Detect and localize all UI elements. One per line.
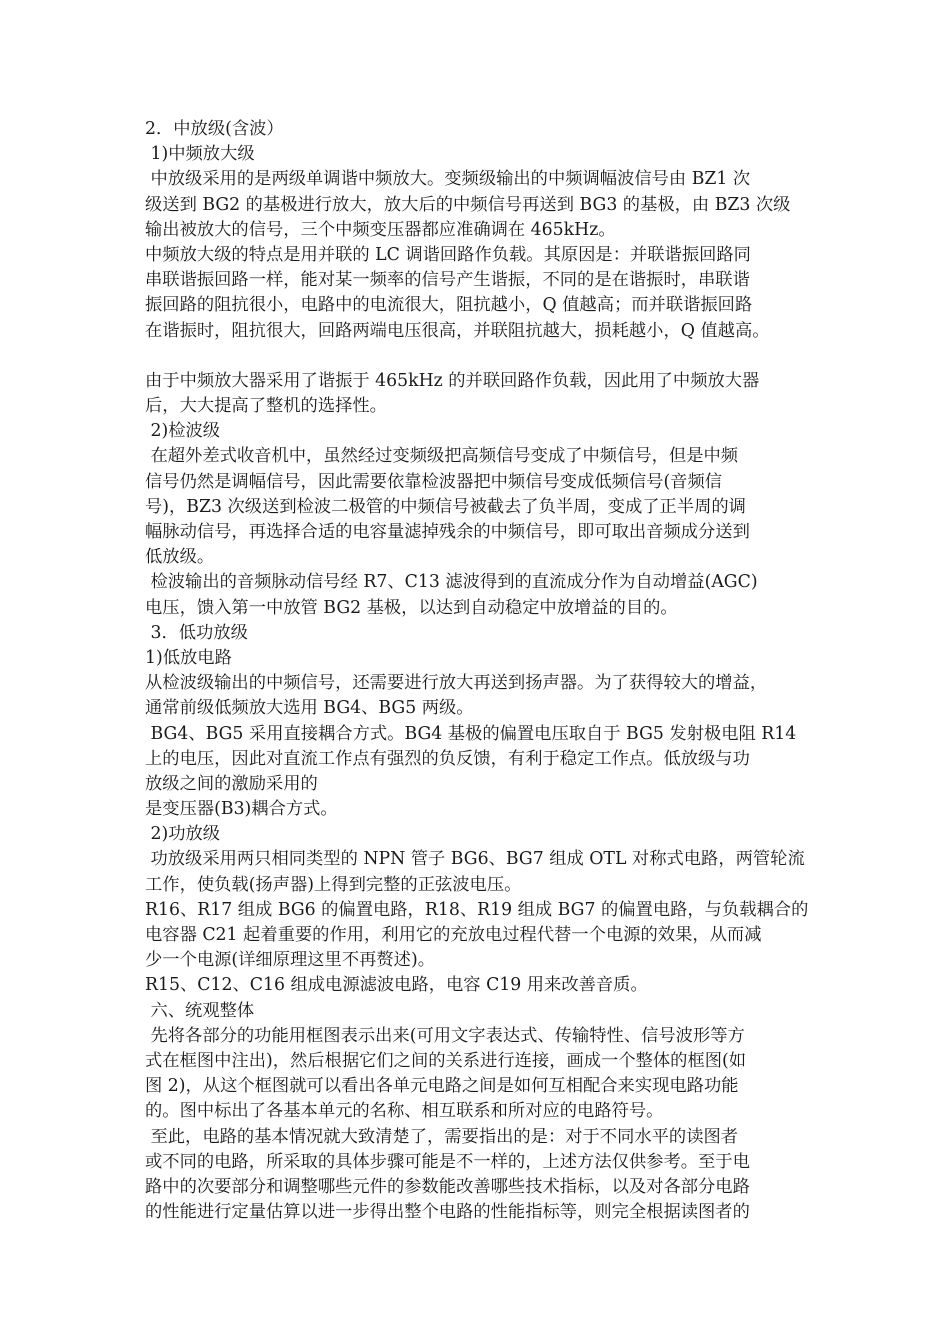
text-line: 从检波级输出的中频信号，还需要进行放大再送到扬声器。为了获得较大的增益， bbox=[145, 673, 768, 694]
text-line: 幅脉动信号，再选择合适的电容量滤掉残余的中频信号，即可取出音频成分送到 bbox=[145, 522, 750, 542]
text-line: 图 2)，从这个框图就可以看出各单元电路之间是如何互相配合来实现电路功能 bbox=[145, 1076, 739, 1097]
text-line: 号)，BZ3 次级送到检波二极管的中频信号被截去了负半周，变成了正半周的调 bbox=[145, 496, 746, 517]
section-heading: 2．中放级(含波） bbox=[145, 119, 284, 139]
subsection-heading: 1)低放电路 bbox=[145, 647, 232, 668]
subsection-heading: 1)中频放大级 bbox=[145, 144, 255, 165]
text-line: 功放级采用两只相同类型的 NPN 管子 BG6、BG7 组成 OTL 对称式电路，两管轮流 bbox=[145, 849, 805, 870]
text-line: 由于中频放大器采用了谐振于 465kHz 的并联回路作负载，因此用了中频放大器 bbox=[145, 370, 760, 391]
text-line: 在谐振时，阻抗很大，回路两端电压很高，并联阻抗越大，损耗越小，Q 值越高。 bbox=[145, 320, 770, 341]
section-heading: 六、统观整体 bbox=[145, 1000, 255, 1021]
text-line: 的性能进行定量估算以进一步得出整个电路的性能指标等，则完全根据读图者的 bbox=[145, 1202, 750, 1223]
document-body bbox=[145, 117, 815, 1225]
text-line: 上的电压，因此对直流工作点有强烈的负反馈，有利于稳定工作点。低放级与功 bbox=[145, 748, 750, 769]
text-line: 电压，馈入第一中放管 BG2 基极，以达到自动稳定中放增益的目的。 bbox=[145, 597, 678, 618]
text-line: 放级之间的激励采用的 bbox=[145, 773, 318, 794]
text-line: 中频放大级的特点是用并联的 LC 调谐回路作负载。其原因是：并联谐振回路同 bbox=[145, 244, 751, 265]
text-line: 的。图中标出了各基本单元的名称、相互联系和所对应的电路符号。 bbox=[145, 1101, 664, 1122]
section-heading: 3．低功放级 bbox=[145, 622, 248, 643]
text-line: 低放级。 bbox=[145, 547, 215, 568]
subsection-heading: 2)检波级 bbox=[145, 421, 221, 442]
text-line: 电容器 C21 起着重要的作用，利用它的充放电过程代替一个电源的效果，从而减 bbox=[145, 925, 762, 945]
text-line: BG4、BG5 采用直接耦合方式。BG4 基极的偏置电压取自于 BG5 发射极电阻 R14 bbox=[145, 723, 797, 744]
text-line: 先将各部分的功能用框图表示出来(可用文字表达式、传输特性、信号波形等方 bbox=[145, 1025, 745, 1046]
text-line: 少一个电源(详细原理这里不再赘述)。 bbox=[145, 950, 435, 971]
text-line: 路中的次要部分和调整哪些元件的参数能改善哪些技术指标，以及对各部分电路 bbox=[145, 1176, 750, 1197]
text-line: 通常前级低频放大选用 BG4、BG5 两级。 bbox=[145, 698, 474, 719]
text-line: R16、R17 组成 BG6 的偏置电路，R18、R19 组成 BG7 的偏置电路，与负载耦合的 bbox=[145, 899, 809, 920]
text-line: 或不同的电路，所采取的具体步骤可能是不一样的，上述方法仅供参考。至于电 bbox=[145, 1151, 750, 1172]
text-line: 输出被放大的信号，三个中频变压器都应准确调在 465kHz。 bbox=[145, 219, 616, 240]
text-line: 振回路的阻抗很小，电路中的电流很大，阻抗越小，Q 值越高；而并联谐振回路 bbox=[145, 295, 753, 316]
text-line: 至此，电路的基本情况就大致清楚了，需要指出的是：对于不同水平的读图者 bbox=[145, 1126, 739, 1147]
text-line: 是变压器(B3)耦合方式。 bbox=[145, 799, 338, 820]
subsection-heading: 2)功放级 bbox=[145, 824, 221, 845]
text-line: 式在框图中注出)，然后根据它们之间的关系进行连接，画成一个整体的框图(如 bbox=[145, 1050, 747, 1071]
text-line: 工作，使负载(扬声器)上得到完整的正弦波电压。 bbox=[145, 874, 522, 895]
text-line: 后，大大提高了整机的选择性。 bbox=[145, 396, 387, 417]
text-line: 串联谐振回路一样，能对某一频率的信号产生谐振，不同的是在谐振时，串联谐 bbox=[145, 270, 750, 291]
text-line: 信号仍然是调幅信号，因此需要依靠检波器把中频信号变成低频信号(音频信 bbox=[145, 471, 723, 492]
text-line: 中放级采用的是两级单调谐中频放大。变频级输出的中频调幅波信号由 BZ1 次 bbox=[145, 169, 751, 190]
text-line: 在超外差式收音机中，虽然经过变频级把高频信号变成了中频信号，但是中频 bbox=[145, 446, 739, 467]
text-line: 级送到 BG2 的基极进行放大，放大后的中频信号再送到 BG3 的基极，由 BZ3 次级 bbox=[145, 194, 791, 215]
blank-line bbox=[145, 344, 815, 369]
text-line: 检波输出的音频脉动信号经 R7、C13 滤波得到的直流成分作为自动增益(AGC) bbox=[145, 572, 758, 593]
text-line: R15、C12、C16 组成电源滤波电路，电容 C19 用来改善音质。 bbox=[145, 975, 648, 996]
